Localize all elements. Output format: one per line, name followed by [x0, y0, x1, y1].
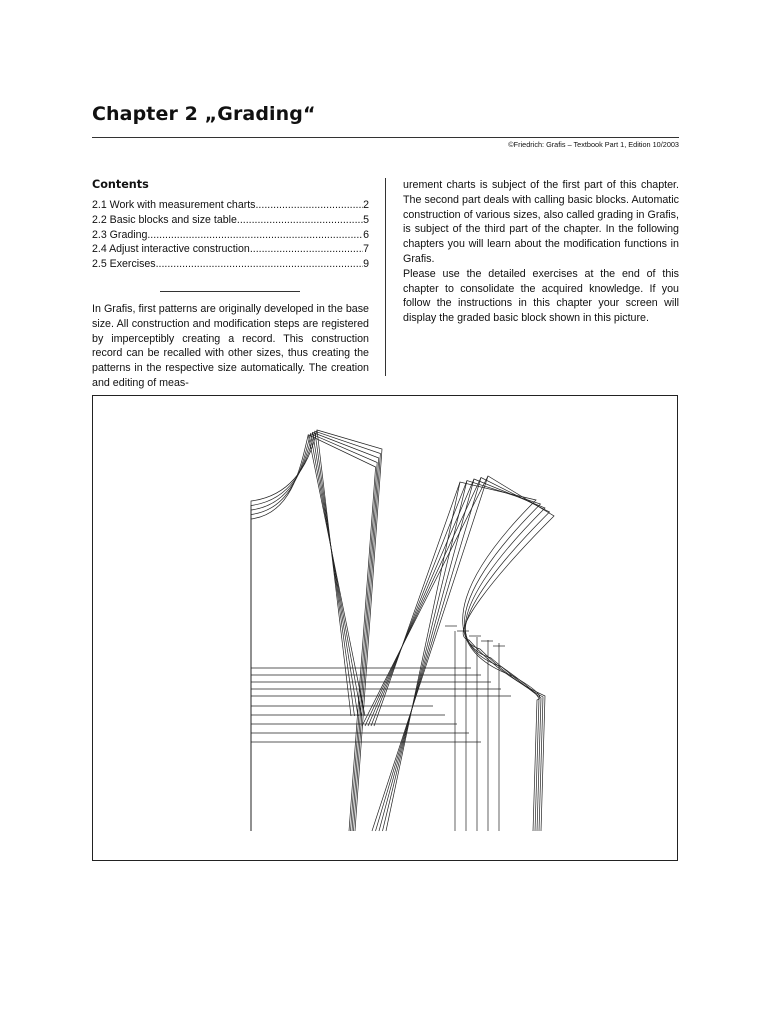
- toc-dot-leader: [237, 213, 363, 228]
- back-piece-outline: [251, 434, 377, 831]
- toc-dot-leader: [250, 242, 363, 257]
- table-of-contents: [92, 198, 369, 272]
- toc-entry[interactable]: [92, 213, 369, 228]
- front-piece-outline: [368, 479, 545, 831]
- toc-dot-leader: [255, 198, 363, 213]
- toc-dot-leader: [156, 257, 364, 272]
- graded-basic-block-drawing: [93, 396, 679, 862]
- back-side-line: [313, 432, 358, 716]
- toc-entry[interactable]: [92, 257, 369, 272]
- back-piece-outline: [251, 430, 382, 831]
- toc-entry-page: 7: [363, 243, 369, 256]
- contents-heading: Contents: [92, 178, 149, 191]
- back-piece-outline: [251, 435, 376, 831]
- column-divider: [385, 178, 386, 376]
- toc-dot-leader: [147, 228, 363, 243]
- section-divider: [160, 291, 300, 292]
- header-rule: [92, 137, 679, 138]
- back-piece-outline: [251, 431, 380, 831]
- front-piece-outline: [365, 478, 550, 832]
- back-side-line: [317, 430, 351, 716]
- front-dart-line: [376, 478, 482, 832]
- toc-entry-label: 2.3 Grading: [92, 228, 148, 241]
- copyright-line: ©Friedrich: Grafis – Textbook Part 1, Edition 10/2003: [508, 140, 679, 149]
- back-piece-outline: [251, 432, 379, 831]
- toc-entry[interactable]: [92, 228, 369, 243]
- back-side-line: [308, 435, 365, 716]
- left-column: [92, 178, 369, 391]
- toc-entry-page: 6: [363, 228, 369, 241]
- front-dart-line: [372, 476, 488, 831]
- toc-entry[interactable]: [92, 242, 369, 257]
- toc-entry-label: 2.5 Exercises: [92, 258, 156, 271]
- grading-figure: [92, 395, 678, 861]
- front-dart-line: [379, 479, 474, 831]
- toc-entry-label: 2.1 Work with measurement charts: [92, 199, 256, 211]
- toc-entry-label: 2.4 Adjust interactive construction: [92, 243, 250, 256]
- back-side-line: [315, 431, 355, 716]
- right-column: [403, 178, 679, 326]
- back-side-line: [310, 434, 361, 716]
- front-piece-outline: [362, 476, 554, 831]
- toc-entry-label: 2.2 Basic blocks and size table: [92, 213, 237, 226]
- intro-paragraph: In Grafis, first patterns are originally developed in the base size. All construction and modification steps are registered by imperceptibly creating a record. This construction record can be recalled with other sizes, thus creating the patterns in the respective size automatically. The creation and editing of meas-: [92, 302, 369, 389]
- chapter-title: Chapter 2 „Grading“: [92, 103, 316, 125]
- toc-entry[interactable]: [92, 198, 369, 213]
- toc-entry-page: 2: [363, 199, 369, 211]
- body-paragraph: urement charts is subject of the first part of this chapter. The second part deals with calling basic blocks. Automatic construction of various sizes, also called grading in Grafis, is subject of the third part of the chapter. In the following chapters you will learn about the modification functions in Grafis.: [403, 179, 679, 265]
- toc-entry-page: 5: [363, 213, 369, 226]
- front-piece-outline: [371, 481, 541, 832]
- front-dart-line: [383, 481, 468, 832]
- toc-entry-page: 9: [363, 258, 369, 271]
- body-paragraph: Please use the detailed exercises at the end of this chapter to consolidate the acquired knowledge. If you follow the instructions in this chapter your screen will display the graded basic block shown in this picture.: [403, 267, 679, 325]
- front-piece-outline: [374, 482, 540, 831]
